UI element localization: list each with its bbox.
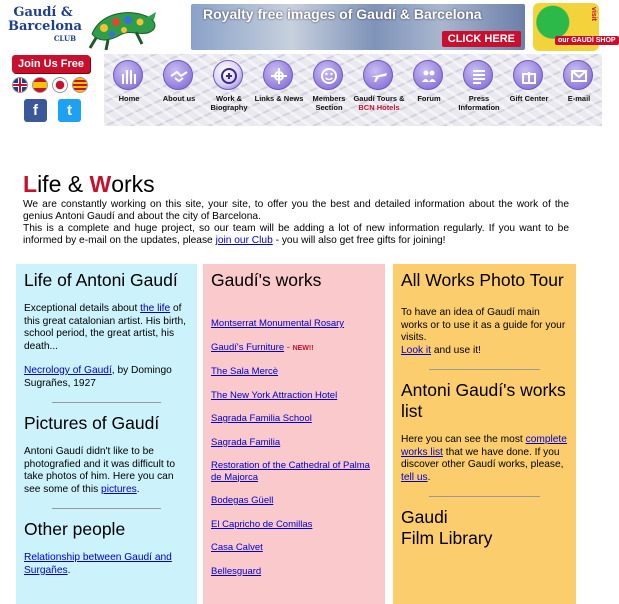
nav-links-news[interactable] <box>254 54 304 126</box>
the-life-link[interactable]: the life <box>140 303 171 314</box>
nav-forum[interactable] <box>404 54 454 126</box>
work-link[interactable]: El Capricho de Comillas <box>211 518 313 530</box>
join-club-link[interactable]: join our Club <box>215 235 273 246</box>
work-link[interactable]: Sagrada Familia <box>211 436 281 448</box>
gaudi-seal-icon <box>213 60 243 90</box>
people-icon <box>413 60 443 90</box>
divider <box>429 496 540 497</box>
language-flags <box>12 77 92 93</box>
work-link[interactable]: The New York Attraction Hotel <box>211 389 338 401</box>
work-link[interactable]: The Sala Mercè <box>211 366 279 377</box>
divider <box>52 508 161 509</box>
gaudi-shop-banner[interactable] <box>533 3 616 51</box>
nav-home[interactable] <box>104 54 154 126</box>
work-link[interactable]: Gaudí's Furniture <box>211 341 285 353</box>
work-link[interactable]: Montserrat Monumental Rosary <box>211 318 345 329</box>
works-column <box>203 264 385 604</box>
pictures-heading: Pictures of Gaudí <box>24 413 160 433</box>
necrology-link[interactable]: Necrology of Gaudí <box>24 365 112 376</box>
logo-line1: Gaudí & <box>13 5 73 20</box>
site-header <box>0 0 616 130</box>
life-heading: Life of Antoni Gaudí <box>24 270 178 290</box>
flag-japan-icon[interactable] <box>52 77 68 93</box>
social-links <box>24 99 84 123</box>
work-link[interactable]: Bodegas Güell <box>211 495 274 506</box>
photo-tour-text: To have an idea of Gaudí main works or to use it as a guide for your visits. Look it and use it! <box>401 307 566 356</box>
nav-label: Gift Center <box>509 94 549 103</box>
royalty-free-images-banner[interactable] <box>191 4 525 50</box>
film-library-heading: Gaudi Film Library <box>401 507 493 548</box>
dragon-lizard-icon <box>86 4 160 52</box>
divider <box>52 402 161 403</box>
logo-line2: Barcelona <box>8 19 82 34</box>
nav-label: About us <box>162 94 196 103</box>
banner-click-here-button[interactable]: CLICK HERE <box>442 31 521 47</box>
life-text: Exceptional details about the life of this great catalonian artist. His birth, school period, the great artist, his death... <box>24 303 186 352</box>
page-title: Life & Works <box>23 171 155 197</box>
pictures-text: Antoni Gaudí didn't like to be photografied and it was difficult to take photos of him. Here you can see some of this pictures. <box>24 446 176 495</box>
twitter-icon[interactable]: t <box>58 99 81 122</box>
intro-paragraph-1: We are constantly working on this site, your site, to offer you the best and detailed information about the work of the genius Antoni Gaudí and about the city of Barcelona. <box>23 199 569 222</box>
main-navigation <box>104 54 602 126</box>
nav-label: Work & Biography <box>210 94 248 112</box>
gift-icon <box>513 60 543 90</box>
work-list-item: Gaudí's Furniture - NEW!! <box>211 341 314 353</box>
divider <box>429 369 540 370</box>
nav-label: Forum <box>417 94 441 103</box>
look-it-link[interactable]: Look it <box>401 344 432 356</box>
shop-label: our GAUDÍ SHOP <box>555 36 619 45</box>
newspaper-icon <box>463 60 493 90</box>
intro-text <box>23 199 569 247</box>
nav-label: Gaudí Tours & BCN Hotels <box>353 94 405 112</box>
works-heading: Gaudí's works <box>211 270 322 290</box>
work-link[interactable]: Restoration of the Cathedral of Palma de Majorca <box>211 460 370 483</box>
envelope-icon <box>563 60 593 90</box>
nav-label: Press Information <box>458 94 500 112</box>
flag-catalonia-icon[interactable] <box>72 77 88 93</box>
necrology-text: Necrology of Gaudí, by Domingo Sugrañes, 1927 <box>24 365 172 389</box>
nav-about-us[interactable] <box>154 54 204 126</box>
nav-label: Links & News <box>254 94 304 103</box>
photo-tour-column <box>393 264 576 604</box>
flag-spain-icon[interactable] <box>32 77 48 93</box>
tell-us-link[interactable]: tell us <box>401 471 428 483</box>
nav-press-information[interactable] <box>454 54 504 126</box>
building-icon <box>113 60 143 90</box>
pictures-link[interactable]: pictures <box>101 483 137 495</box>
other-people-text: Relationship between Gaudí and Surgañes. <box>24 552 172 576</box>
nav-members-section[interactable] <box>304 54 354 126</box>
facebook-icon[interactable]: f <box>24 99 47 122</box>
nav-work-biography[interactable] <box>204 54 254 126</box>
flag-uk-icon[interactable] <box>12 77 28 93</box>
handshake-icon <box>163 60 193 90</box>
site-logo[interactable] <box>8 5 82 50</box>
nav-label: Members Section <box>312 94 346 112</box>
complete-works-list-link[interactable]: complete works list <box>401 434 567 458</box>
nav-gaudi-tours-hotels[interactable] <box>354 54 404 126</box>
nav-email[interactable] <box>554 54 604 126</box>
smiley-icon <box>313 60 343 90</box>
banner-text: Royalty free images of Gaudí & Barcelona <box>203 6 482 22</box>
works-list <box>211 318 377 577</box>
works-list-heading: Antoni Gaudí's works list <box>401 380 566 421</box>
crosshair-icon <box>263 60 293 90</box>
photo-tour-heading: All Works Photo Tour <box>401 270 564 290</box>
join-us-button[interactable]: Join Us Free <box>12 55 90 73</box>
relationship-link[interactable]: Relationship between Gaudí and Surgañes <box>24 552 172 576</box>
nav-label: Home <box>118 94 140 103</box>
other-people-heading: Other people <box>24 519 126 539</box>
nav-label: E-mail <box>567 94 591 103</box>
work-link[interactable]: Sagrada Familia School <box>211 413 312 424</box>
work-link[interactable]: Casa Calvet <box>211 542 263 553</box>
logo-line3: CLUB <box>53 34 76 43</box>
life-column <box>16 264 197 604</box>
airplane-icon <box>363 60 393 90</box>
new-badge: NEW!! <box>292 344 314 352</box>
shop-visit-label: visit <box>590 7 597 22</box>
intro-paragraph-2: This is a complete and huge project, so our team will be adding a lot of new information regularly. If you want to be informed by e-mail on the updates, please join our Club - you will also get free gifts for joining! <box>23 223 569 246</box>
works-list-text: Here you can see the most complete works list that we have done. If you discover other Gaudí works, please, tell us. <box>401 434 567 483</box>
work-link[interactable]: Bellesguard <box>211 565 262 577</box>
nav-gift-center[interactable] <box>504 54 554 126</box>
